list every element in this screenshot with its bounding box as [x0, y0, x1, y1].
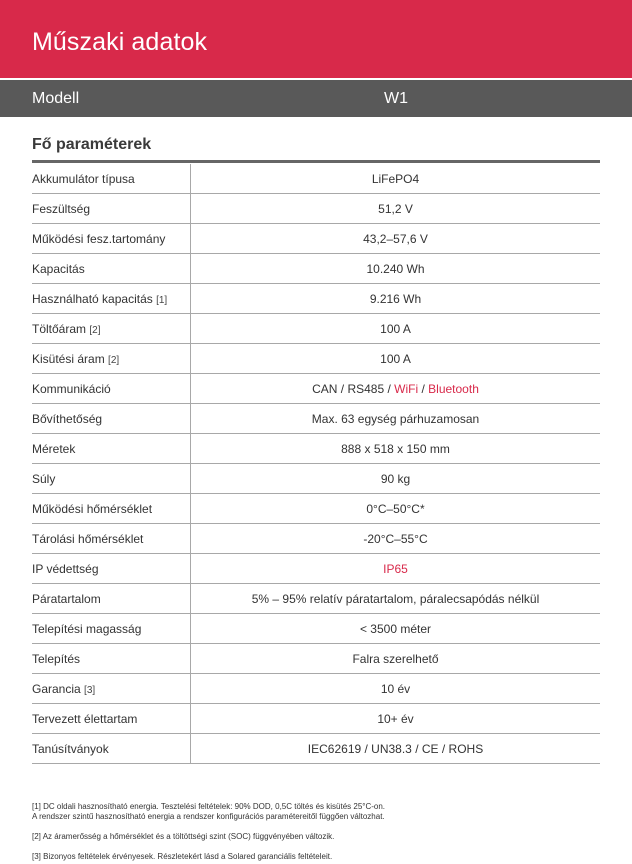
spec-label: Súly — [32, 472, 56, 486]
model-bar — [0, 80, 632, 117]
spec-label: Méretek — [32, 442, 76, 456]
spec-value: LiFePO4 — [190, 164, 600, 193]
spec-label: Tárolási hőmérséklet — [32, 532, 144, 546]
spec-value: 888 x 518 x 150 mm — [190, 434, 600, 463]
spec-value: 5% – 95% relatív páratartalom, páralecsapódás nélkül — [190, 584, 600, 613]
spec-label: Működési fesz.tartomány — [32, 232, 166, 246]
spec-label: Kisütési áram [2] — [32, 352, 120, 366]
spec-label: Telepítés — [32, 652, 81, 666]
spec-row-communication — [32, 374, 600, 404]
footnotes — [32, 802, 592, 862]
spec-value: 90 kg — [190, 464, 600, 493]
spec-row-discharge-current — [32, 344, 600, 374]
spec-value: CAN / RS485 / WiFi / Bluetooth — [190, 374, 600, 403]
spec-row-voltage-range — [32, 224, 600, 254]
spec-label: Feszültség — [32, 202, 91, 216]
spec-table — [32, 164, 600, 764]
spec-row-battery-type — [32, 164, 600, 194]
spec-row-certifications — [32, 734, 600, 764]
spec-label: Kommunikáció — [32, 382, 111, 396]
spec-row-installation — [32, 644, 600, 674]
spec-value: -20°C–55°C — [190, 524, 600, 553]
bluetooth-highlight: Bluetooth — [428, 382, 479, 396]
spec-row-usable-capacity — [32, 284, 600, 314]
spec-row-ip-rating — [32, 554, 600, 584]
spec-row-capacity — [32, 254, 600, 284]
spec-label: Működési hőmérséklet — [32, 502, 153, 516]
spec-label: Telepítési magasság — [32, 622, 142, 636]
spec-row-expandability — [32, 404, 600, 434]
footnote-ref: [2] — [89, 325, 101, 336]
spec-value: 10+ év — [190, 704, 600, 733]
spec-value: 0°C–50°C* — [190, 494, 600, 523]
spec-row-dimensions — [32, 434, 600, 464]
spec-value: 10 év — [190, 674, 600, 703]
spec-row-voltage — [32, 194, 600, 224]
header-banner — [0, 0, 632, 78]
spec-label: Töltőáram [2] — [32, 322, 101, 336]
spec-label: Használható kapacitás [1] — [32, 292, 168, 306]
spec-value: IEC62619 / UN38.3 / CE / ROHS — [190, 734, 600, 763]
spec-value: Max. 63 egység párhuzamosan — [190, 404, 600, 433]
spec-row-design-life — [32, 704, 600, 734]
spec-value: 43,2–57,6 V — [190, 224, 600, 253]
spec-row-humidity — [32, 584, 600, 614]
spec-label: Páratartalom — [32, 592, 101, 606]
spec-row-warranty — [32, 674, 600, 704]
section-divider — [32, 160, 600, 163]
spec-row-storage-temp — [32, 524, 600, 554]
spec-value: 9.216 Wh — [190, 284, 600, 313]
footnote-ref: [1] — [156, 295, 168, 306]
footnote-ref: [3] — [84, 685, 96, 696]
spec-value: 100 A — [190, 314, 600, 343]
spec-label: Bővíthetőség — [32, 412, 103, 426]
footnote-2: [2] Az áramerősség a hőmérséklet és a töltöttségi szint (SOC) függvényében változik. — [32, 832, 335, 841]
spec-label: Akkumulátor típusa — [32, 172, 135, 186]
spec-value: Falra szerelhető — [190, 644, 600, 673]
spec-label: IP védettség — [32, 562, 99, 576]
model-value: W1 — [384, 90, 408, 107]
spec-value: 100 A — [190, 344, 600, 373]
footnote-3: [3] Bizonyos feltételek érvényesek. Részletekért lásd a Solared garanciális feltételeit. — [32, 852, 333, 861]
spec-row-operating-temp — [32, 494, 600, 524]
spec-label: Tanúsítványok — [32, 742, 109, 756]
spec-label: Kapacitás — [32, 262, 85, 276]
model-label: Modell — [32, 90, 80, 107]
spec-row-weight — [32, 464, 600, 494]
spec-row-charge-current — [32, 314, 600, 344]
spec-row-altitude — [32, 614, 600, 644]
wifi-highlight: WiFi — [394, 382, 419, 396]
spec-label: Garancia [3] — [32, 682, 96, 696]
spec-value: 51,2 V — [190, 194, 600, 223]
spec-value: 10.240 Wh — [190, 254, 600, 283]
spec-value: < 3500 méter — [190, 614, 600, 643]
footnote-1: [1] DC oldali hasznosítható energia. Tesztelési feltételek: 90% DOD, 0,5C töltés és kisütés 25°C-on. A rendszer szintű hasznosítható energia a rendszer konfigurációs paramétereitől függően változhat. — [32, 802, 386, 821]
spec-value: IP65 — [190, 554, 600, 583]
footnote-ref: [2] — [108, 355, 120, 366]
spec-label: Tervezett élettartam — [32, 712, 138, 726]
page-title: Műszaki adatok — [32, 28, 208, 56]
section-title: Fő paraméterek — [32, 136, 152, 153]
